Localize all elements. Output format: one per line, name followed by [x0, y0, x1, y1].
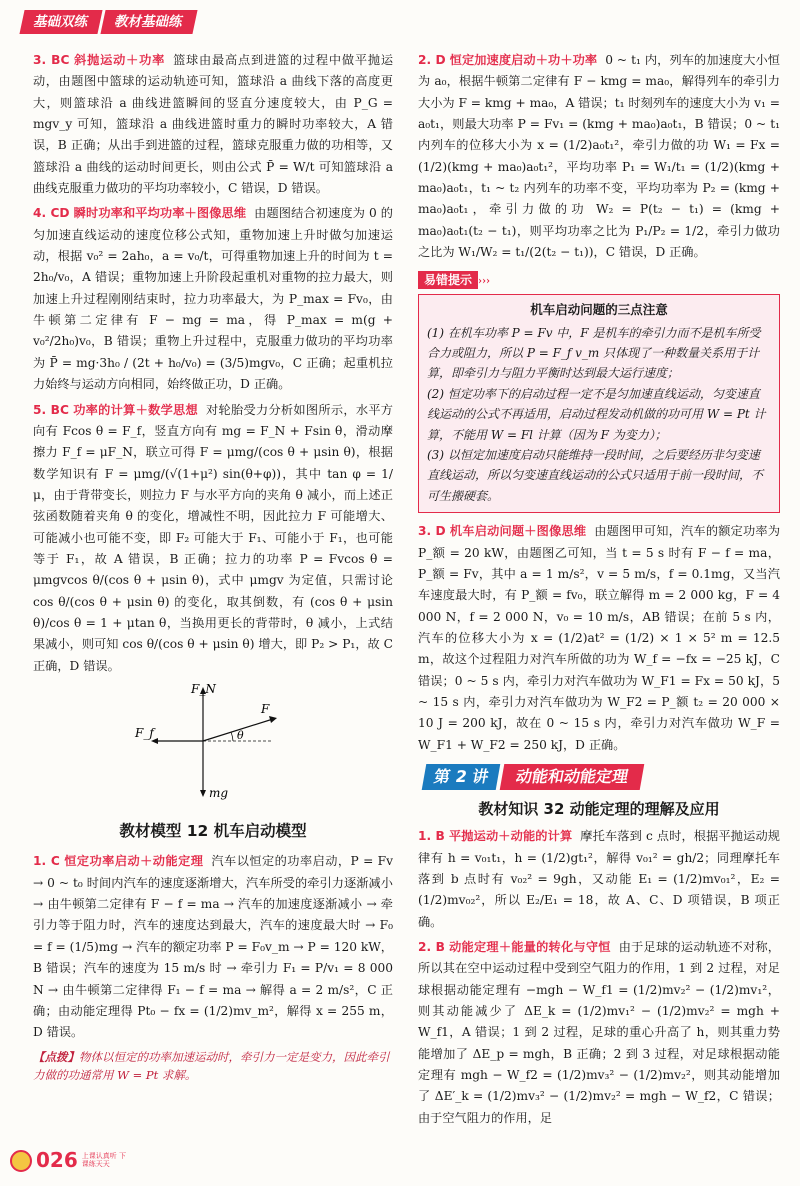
- header-tag-textbook: 教材基础练: [100, 10, 197, 34]
- answer-item: 1. C 恒定功率启动＋动能定理 汽车以恒定的功率启动，P = Fv → 0 ~ t₀ 时间内汽车的速度逐渐增大，汽车所受的牵引力逐渐减小 → 由牛顿第二定律有 F − f = ma → 汽车的加速度逐渐减小 → 牵引力等于阻力时，汽车的速度达到最大，汽车的速度最大时 → F₀ = f = (1/5)mg → 汽车的额定功率 P = F₀v_m → P = 120 kW，B 错误；汽车的速度为 15 m/s 时 → 牵引力 F₁ = P/v₁ = 8 000 N → 由牛顿第二定律得 F₁ − f = ma → 解得 a = 2 m/s²，C 正确；由动能定理得 Pt₀ − fx = (1/2)mv_m²，解得 x = 255 m，D 错误。: [33, 854, 393, 1040]
- header-tag-basic: 基础双练: [19, 10, 102, 34]
- right-column: [418, 50, 780, 1133]
- page-number: 026: [36, 1148, 78, 1172]
- footer-slogan: 上课认真听 下课练天天: [81, 1151, 126, 1168]
- tip-line: (3) 以恒定加速度启动只能维持一段时间，之后要经历非匀变速直线运动，所以匀变速直线运动的公式只适用于前一段时间，不可生搬硬套。: [427, 448, 764, 503]
- answer-item: 5. BC 功率的计算＋数学思想 对轮胎受力分析如图所示，水平方向有 Fcos θ = F_f，竖直方向有 mg = F_N + Fsin θ，滑动摩擦力 F_f = μF_N，联立可得 F = μmg/(cos θ + μsin θ)，根据数学知识有 F = μmg/(√(1+μ²) sin(θ+φ))，其中 tan φ = 1/μ，由于背带变长，则拉力 F 与水平方向的夹角 θ 减小，而上述正弦函数随着夹角 θ 的变化，增减性不明，因此拉力 F 可能增大、可能减小也可能不变，即 F₂ 可能大于 F₁、可能小于 F₁，也可能等于 F₁，故 A 错误，B 正确；拉力的功率 P = Fvcos θ = μmgvcos θ/(cos θ + μsin θ)，式中 μmgv 为定值，只需讨论 cos θ/(cos θ + μsin θ) 的变化，取其倒数，有 (cos θ + μsin θ)/cos θ = 1 + μtan θ，当换用更长的背带时，θ 减小，上式结果减小，则可知 cos θ/(cos θ + μsin θ) 增大，即 P₂ > P₁，故 C 正确，D 错误。: [33, 402, 393, 673]
- answer-item: 3. D 机车启动问题＋图像思维 由题图甲可知，汽车的额定功率为 P_额 = 20 kW，由题图乙可知，当 t = 5 s 时有 F − f = ma，P_额 = Fv，其中 a = 1 m/s²，v = 5 m/s，f = 0.1mg，又当汽车速度最大时，有 P_额 = fv₀，联立解得 m = 2 000 kg，F = 4 000 N，f = 2 000 N，v₀ = 10 m/s，AB 错误；在前 5 s 内，汽车的位移大小为 x = (1/2)at² = (1/2) × 1 × 5² m = 12.5 m，故这个过程阻力对汽车所做的功为 W_f = −fx = −25 kJ，C 错误；0 ~ 5 s 内，牵引力对汽车做功为 W_F1 = Fx = 50 kJ，5 ~ 15 s 内，牵引力对汽车做功为 W_F2 = P_额 t₂ = 20 000 × 10 J = 200 kJ，故在 0 ~ 15 s 内，牵引力对汽车做功 W_F = W_F1 + W_F2 = 250 kJ，D 正确。: [418, 524, 781, 752]
- lecture-banner: [424, 764, 780, 790]
- tip-line: (1) 在机车功率 P = Fv 中，F 是机车的牵引力而不是机车所受合力或阻力，所以 P = F_f v_m 只体现了一种数量关系用于计算，即牵引力与阻力平衡时达到最大运行速度；: [427, 325, 761, 381]
- header-bar: [22, 8, 195, 36]
- label-ff: F_f: [135, 725, 154, 740]
- force-diagram: [133, 681, 393, 808]
- label-fn: F_N: [191, 681, 216, 696]
- mascot-icon: [10, 1150, 32, 1172]
- answer-item: 3. BC 斜抛运动＋功率 篮球由最高点到进篮的过程中做平抛运动，由题图中篮球的运动轨迹可知，篮球沿 a 曲线下落的高度更大，则篮球沿 a 曲线进篮瞬间的竖直分速度较大，由 P_G = mgv_y 可知，篮球沿 a 曲线进篮时重力的瞬时功率较大，A 错误，B 正确；从出手到进篮的过程，篮球克服重力做的功相等，又篮球沿 a 曲线的运动时间更长，则由公式 P̄ = W/t 可知篮球沿 a 曲线克服重力做功的平均功率较小，C 错误，D 错误。: [33, 53, 394, 196]
- lecture-number: 第 2 讲: [422, 764, 501, 790]
- left-column: [33, 50, 393, 1084]
- tip-note: 【点拨】物体以恒定的功率加速运动时，牵引力一定是变力，因此牵引力做的功通常用 W = Pt 求解。: [33, 1049, 390, 1082]
- lecture-title: 动能和动能定理: [500, 764, 645, 790]
- label-theta: θ: [237, 728, 244, 742]
- section-title-knowledge: 教材知识 32 动能定理的理解及应用: [478, 799, 720, 818]
- error-tip-box: [418, 294, 780, 513]
- answer-item: 2. B 动能定理＋能量的转化与守恒 由于足球的运动轨迹不对称，所以其在空中运动过程中受到空气阻力的作用，1 到 2 过程，对足球根据动能定理有 −mgh − W_f1 = (1/2)mv₂² − (1/2)mv₁²，则其动能减少了 ΔE_k = (1/2)mv₁² − (1/2)mv₂² = mgh + W_f1，A 错误；1 到 2 过程，足球的重心升高了 h，则其重力势能增加了 ΔE_p = mgh，B 正确；2 到 3 过程，对足球根据动能定理有 mgh − W_f2 = (1/2)mv₃² − (1/2)mv₂²，则其动能增加了 ΔE′_k = (1/2)mv₃² − (1/2)mv₂² = mgh − W_f2，C 错误；由于空气阻力的作用，足: [418, 939, 780, 1125]
- label-f: F: [261, 701, 270, 716]
- tip-title: 机车启动问题的三点注意: [530, 301, 668, 317]
- answer-item: 4. CD 瞬时功率和平均功率＋图像思维 由题图结合初速度为 0 的匀加速直线运动的速度位移公式知，重物加速上升时做匀加速运动，根据 v₀² = 2ah₀，a = v₀/t，可得重物加速上升的时间为 t = 2h₀/v₀，A 错误；重物加速上升阶段起重机对重物的拉力最大，则加速上升过程刚刚结束时，拉力功率最大，为 P_max = Fv₀，由牛顿第二定律有 F − mg = ma，得 P_max = m(g + v₀²/2h₀)v₀，B 错误；重物上升过程中，克服重力做功的平均功率为 P̄ = mg·3h₀ / (2t + h₀/v₀) = (3/5)mgv₀，C 正确；起重机拉力始终与运动方向相同，始终做正功，D 正确。: [33, 206, 393, 392]
- answer-item: 2. D 恒定加速度启动＋功＋功率 0 ~ t₁ 内，列车的加速度大小恒为 a₀，根据牛顿第二定律有 F − kmg = ma₀，解得列车的牵引力大小为 F = kmg + ma₀，A 错误；t₁ 时刻列车的速度大小为 v₁ = a₀t₁，则最大功率 P = Fv₁ = (kmg + ma₀)a₀t₁，B 错误；0 ~ t₁ 内列车的位移大小为 x = (1/2)a₀t₁²，牵引力做的功 W₁ = Fx = (1/2)(kmg + ma₀)a₀t₁²，平均功率 P₁ = W₁/t₁ = (1/2)(kmg + ma₀)a₀t₁，t₁ ~ t₂ 内列车的功率不变，平均功率为 P₂ = (kmg + ma₀)a₀t₁，牵引力做的功 W₂ = P(t₂ − t₁) = (kmg + ma₀)a₀t₁(t₂ − t₁)，则平均功率之比为 P₁/P₂ = 1/2，牵引力做功之比为 W₁/W₂ = t₁/(2(t₂ − t₁))，C 错误，D 正确。: [418, 53, 780, 260]
- error-tip-label: 易错提示: [418, 271, 478, 289]
- page-footer: [10, 1143, 130, 1178]
- label-mg: mg: [209, 785, 229, 800]
- tip-line: (2) 恒定功率下的启动过程一定不是匀加速直线运动，匀变速直线运动的公式不再适用，启动过程发动机做的功可用 W = Pt 计算，不能用 W = Fl 计算（因为 F 为变力）；: [427, 386, 766, 442]
- answer-item: 1. B 平抛运动＋动能的计算 摩托车落到 c 点时，根据平抛运动规律有 h = v₀₁t₁，h = (1/2)gt₁²，解得 v₀₁² = gh/2；同理摩托车落到 b 点时有 v₀₂² = 9gh，又动能 E₁ = (1/2)mv₀₁²，E₂ = (1/2)mv₀₂²，所以 E₂/E₁ = 18，故 A、C、D 项错误，B 项正确。: [418, 829, 780, 929]
- chevron-right-icon: ›››: [478, 276, 491, 288]
- section-title-model: 教材模型 12 机车启动模型: [119, 822, 307, 841]
